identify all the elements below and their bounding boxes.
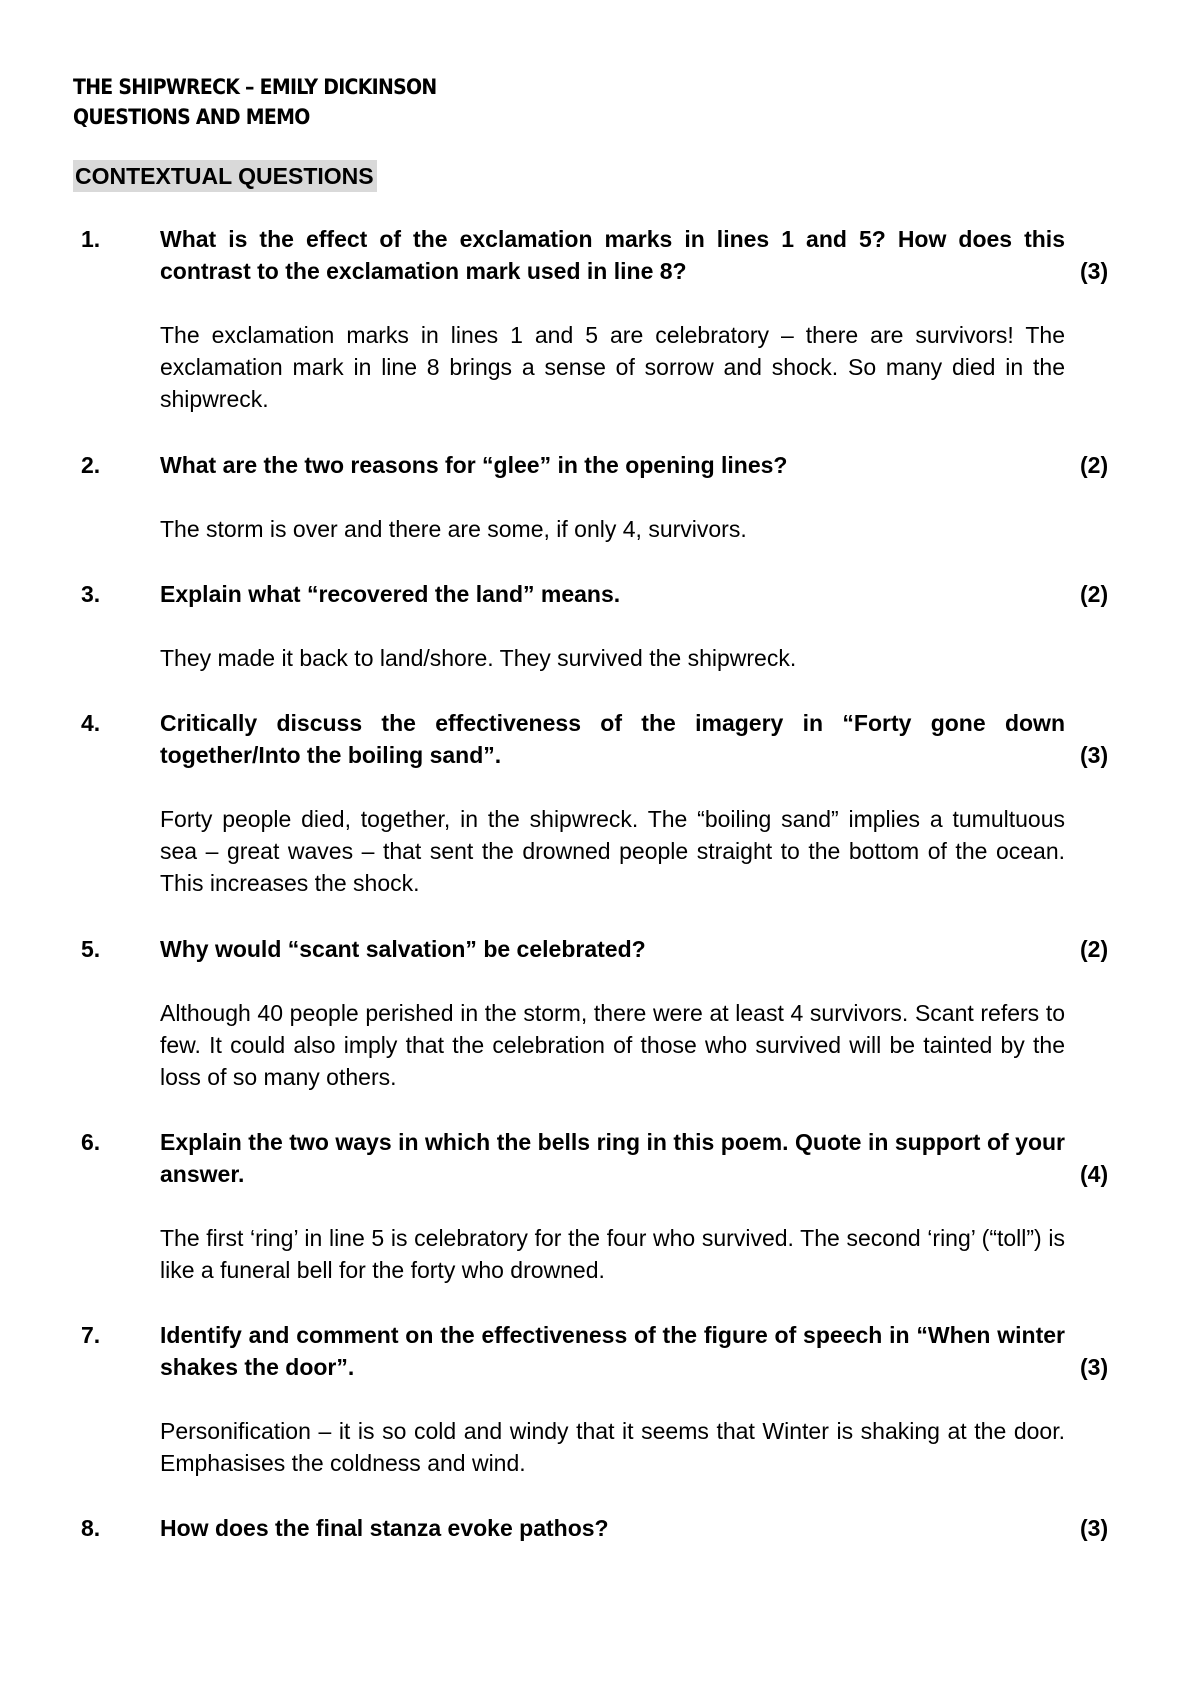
question-number: 5.: [81, 936, 101, 962]
question-number: 4.: [81, 710, 101, 736]
question-number: 3.: [81, 581, 101, 607]
answer-text: The exclamation marks in lines 1 and 5 are celebratory – there are survivors! The exclamation mark in line 8 brings a sense of sorrow and shock. So many died in the shipwreck.: [160, 322, 1065, 412]
question-marks: (3): [1080, 258, 1109, 284]
answer-text: The storm is over and there are some, if only 4, survivors.: [160, 516, 747, 542]
answer-text: Personification – it is so cold and windy that it seems that Winter is shaking at the door. Emphasises the coldness and wind.: [160, 1418, 1065, 1476]
answer-text: The first ‘ring’ in line 5 is celebratory for the four who survived. The second ‘ring’ (“toll”) is like a funeral bell for the forty who drowned.: [160, 1225, 1065, 1283]
document-subtitle: QUESTIONS AND MEMO: [73, 105, 310, 129]
question-text: Explain what “recovered the land” means.: [160, 581, 621, 607]
question-marks: (4): [1080, 1161, 1109, 1187]
question-number: 8.: [81, 1515, 101, 1541]
question-text: Identify and comment on the effectiveness of the figure of speech in “When winter shakes the door”.: [160, 1322, 1065, 1380]
question-number: 6.: [81, 1129, 101, 1155]
question-marks: (2): [1080, 452, 1109, 478]
question-marks: (2): [1080, 936, 1109, 962]
question-marks: (3): [1080, 1515, 1109, 1541]
question-number: 2.: [81, 452, 101, 478]
question-marks: (2): [1080, 581, 1109, 607]
question-marks: (3): [1080, 1354, 1109, 1380]
question-text: What is the effect of the exclamation marks in lines 1 and 5? How does this contrast to the exclamation mark used in line 8?: [160, 226, 1065, 284]
question-text: Explain the two ways in which the bells ring in this poem. Quote in support of your answer.: [160, 1129, 1065, 1187]
question-text: How does the final stanza evoke pathos?: [160, 1515, 609, 1541]
question-text: What are the two reasons for “glee” in the opening lines?: [160, 452, 788, 478]
question-marks: (3): [1080, 742, 1109, 768]
question-text: Why would “scant salvation” be celebrated?: [160, 936, 646, 962]
answer-text: Although 40 people perished in the storm, there were at least 4 survivors. Scant refers to few. It could also imply that the celebration of those who survived will be tainted by the loss of so many others.: [160, 1000, 1065, 1090]
question-number: 7.: [81, 1322, 101, 1348]
answer-text: They made it back to land/shore. They survived the shipwreck.: [160, 645, 797, 671]
question-number: 1.: [81, 226, 101, 252]
document-title: THE SHIPWRECK – EMILY DICKINSON: [73, 75, 437, 99]
section-heading: CONTEXTUAL QUESTIONS: [73, 160, 377, 192]
answer-text: Forty people died, together, in the shipwreck. The “boiling sand” implies a tumultuous sea – great waves – that sent the drowned people straight to the bottom of the ocean. This increases the shock.: [160, 806, 1065, 896]
question-text: Critically discuss the effectiveness of the imagery in “Forty gone down together/Into the boiling sand”.: [160, 710, 1065, 768]
